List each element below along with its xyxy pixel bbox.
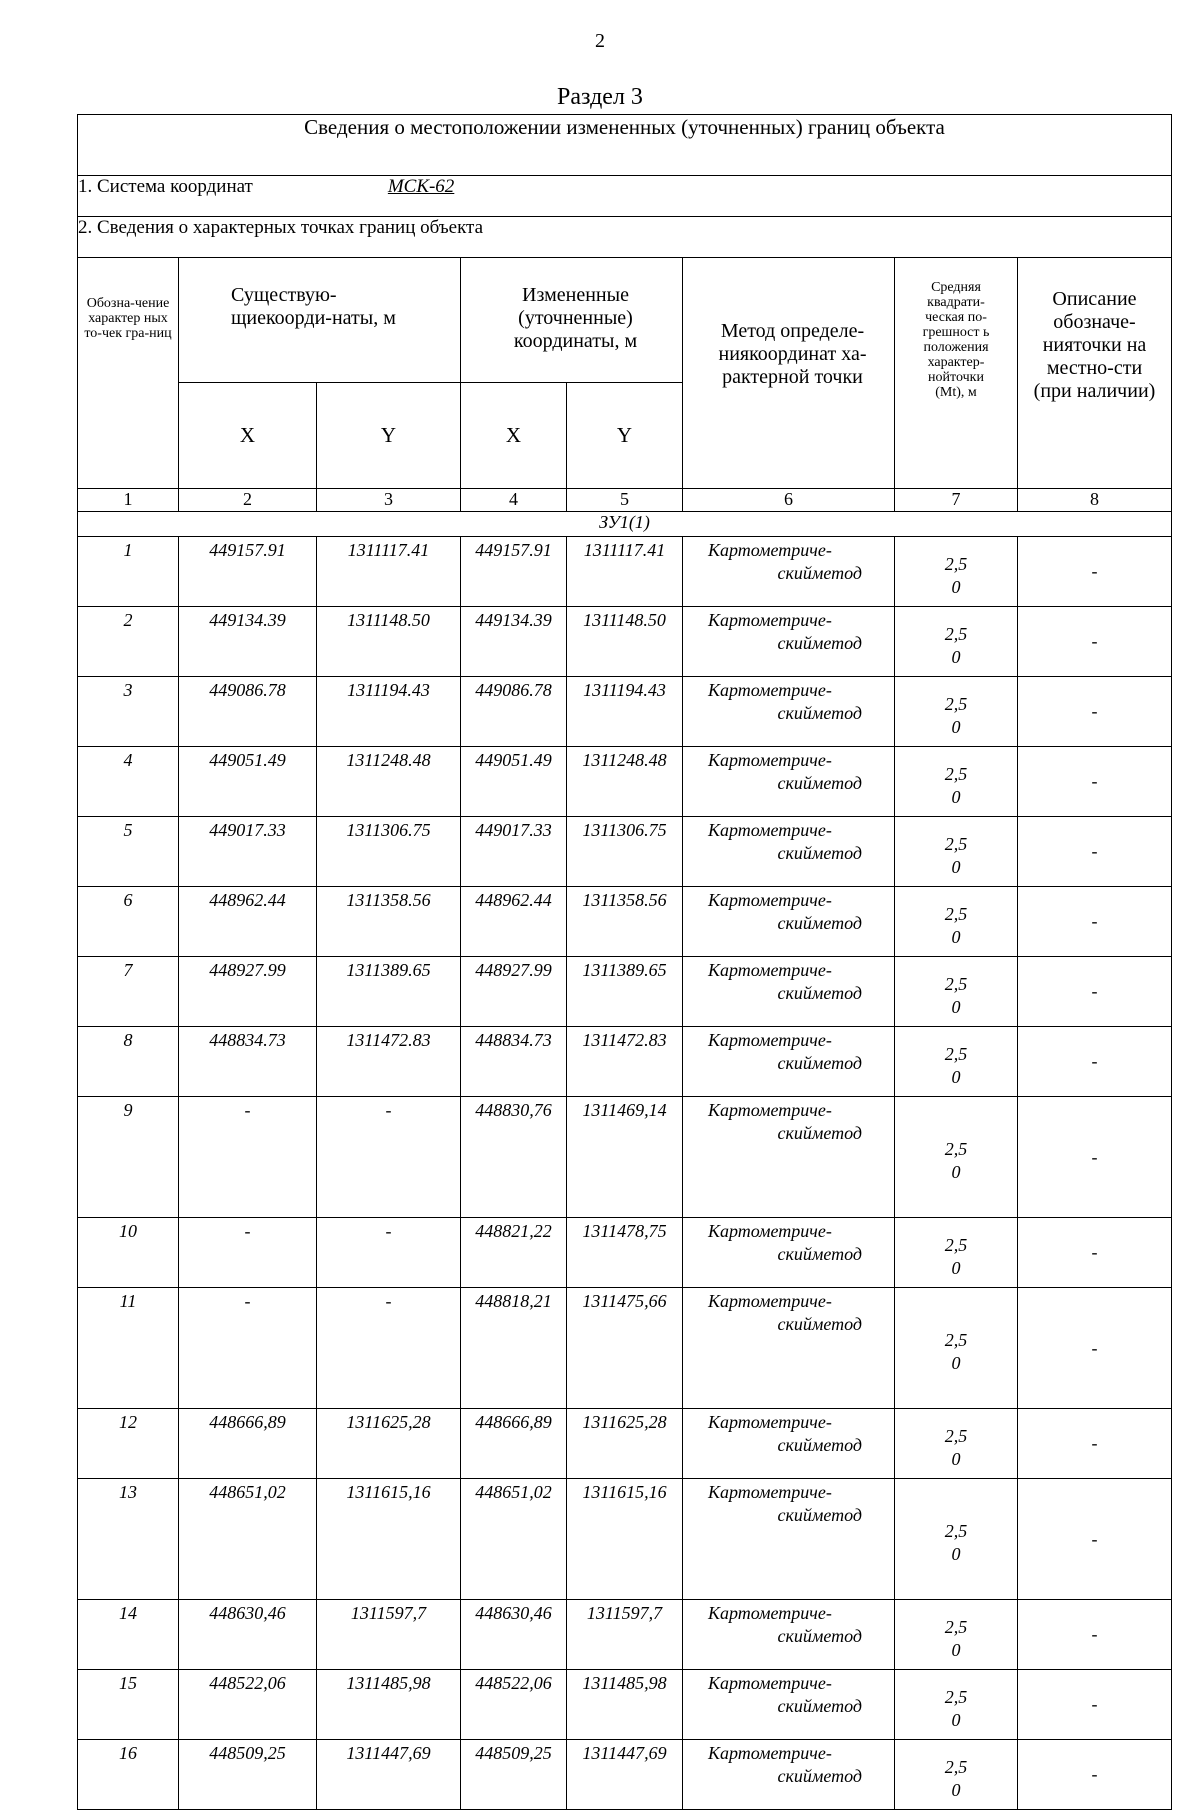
point-number: 10 <box>78 1218 179 1288</box>
error-cell <box>895 1097 1018 1218</box>
existing-x: 448962.44 <box>179 887 317 957</box>
table-row <box>78 607 1172 677</box>
error-line1: 2,5 <box>944 1521 968 1541</box>
method-cell <box>683 1288 895 1409</box>
changed-y: 1311148.50 <box>567 607 683 677</box>
changed-x: 448522,06 <box>461 1670 567 1740</box>
error-cell <box>895 1479 1018 1600</box>
method-line1: Картометриче- <box>708 820 832 840</box>
coord-system-value: МСК-62 <box>387 176 455 197</box>
changed-y: 1311597,7 <box>567 1600 683 1670</box>
existing-y: - <box>317 1097 461 1218</box>
error-line1: 2,5 <box>944 903 968 924</box>
error-line2: 0 <box>951 1353 961 1373</box>
method-line1: Картометриче- <box>708 610 832 630</box>
method-cell <box>683 1218 895 1288</box>
error-line2: 0 <box>951 1448 961 1469</box>
existing-x: 449134.39 <box>179 607 317 677</box>
error-line2: 0 <box>951 1066 961 1087</box>
changed-x: 448830,76 <box>461 1097 567 1218</box>
changed-x: 449134.39 <box>461 607 567 677</box>
description: - <box>1018 1670 1172 1740</box>
existing-x: - <box>179 1218 317 1288</box>
col-header-changed-y: Y <box>567 383 683 489</box>
method-line2: скийметод <box>777 1696 862 1716</box>
error-line2: 0 <box>951 1162 961 1182</box>
point-number: 1 <box>78 537 179 607</box>
existing-y: 1311148.50 <box>317 607 461 677</box>
method-cell <box>683 537 895 607</box>
error-cell <box>895 1218 1018 1288</box>
method-line2: скийметод <box>777 703 862 723</box>
method-line2: скийметод <box>777 913 862 933</box>
table-row <box>78 1740 1172 1810</box>
error-line1: 2,5 <box>944 1043 968 1064</box>
method-line2: скийметод <box>777 1505 862 1525</box>
existing-x: 448509,25 <box>179 1740 317 1810</box>
error-cell <box>895 1409 1018 1479</box>
error-line1: 2,5 <box>944 1139 968 1159</box>
method-line2: скийметод <box>777 1244 862 1264</box>
existing-y: - <box>317 1288 461 1409</box>
existing-x: 448666,89 <box>179 1409 317 1479</box>
point-number: 11 <box>78 1288 179 1409</box>
changed-y: 1311194.43 <box>567 677 683 747</box>
method-cell <box>683 677 895 747</box>
point-number: 5 <box>78 817 179 887</box>
method-line2: скийметод <box>777 1626 862 1646</box>
description: - <box>1018 677 1172 747</box>
method-cell <box>683 1097 895 1218</box>
existing-y: 1311306.75 <box>317 817 461 887</box>
method-line2: скийметод <box>777 773 862 793</box>
table-row <box>78 1670 1172 1740</box>
existing-x: - <box>179 1097 317 1218</box>
table-row <box>78 1479 1172 1600</box>
changed-x: 448666,89 <box>461 1409 567 1479</box>
error-line2: 0 <box>951 1639 961 1660</box>
table-row <box>78 747 1172 817</box>
error-line2: 0 <box>951 716 961 737</box>
column-number: 1 <box>78 489 179 512</box>
existing-y: 1311472.83 <box>317 1027 461 1097</box>
description: - <box>1018 957 1172 1027</box>
error-line1: 2,5 <box>944 553 968 574</box>
point-number: 13 <box>78 1479 179 1600</box>
description: - <box>1018 1027 1172 1097</box>
error-line1: 2,5 <box>944 1686 968 1707</box>
changed-x: 449017.33 <box>461 817 567 887</box>
error-cell <box>895 1027 1018 1097</box>
point-number: 15 <box>78 1670 179 1740</box>
existing-y: 1311358.56 <box>317 887 461 957</box>
column-number: 5 <box>567 489 683 512</box>
description: - <box>1018 817 1172 887</box>
existing-x: 449086.78 <box>179 677 317 747</box>
changed-y: 1311475,66 <box>567 1288 683 1409</box>
method-line1: Картометриче- <box>708 960 832 980</box>
method-cell <box>683 887 895 957</box>
error-line1: 2,5 <box>944 763 968 784</box>
table-body <box>78 115 1172 1810</box>
method-cell <box>683 1409 895 1479</box>
method-line1: Картометриче- <box>708 750 832 770</box>
method-line2: скийметод <box>777 633 862 653</box>
col-header-existing-x: X <box>179 383 317 489</box>
method-cell <box>683 747 895 817</box>
existing-x: 448630,46 <box>179 1600 317 1670</box>
error-cell <box>895 1740 1018 1810</box>
existing-y: 1311389.65 <box>317 957 461 1027</box>
coord-system-label: 1. Система координат <box>78 176 253 197</box>
changed-y: 1311478,75 <box>567 1218 683 1288</box>
table-row <box>78 1288 1172 1409</box>
error-line1: 2,5 <box>944 623 968 644</box>
table-row <box>78 1600 1172 1670</box>
changed-x: 449086.78 <box>461 677 567 747</box>
existing-y: 1311615,16 <box>317 1479 461 1600</box>
column-number: 3 <box>317 489 461 512</box>
point-number: 16 <box>78 1740 179 1810</box>
coord-system-row <box>78 176 1172 217</box>
existing-y: 1311625,28 <box>317 1409 461 1479</box>
error-line2: 0 <box>951 1257 961 1278</box>
error-line1: 2,5 <box>944 1756 968 1777</box>
method-line2: скийметод <box>777 1766 862 1786</box>
changed-y: 1311469,14 <box>567 1097 683 1218</box>
error-line2: 0 <box>951 996 961 1017</box>
changed-y: 1311389.65 <box>567 957 683 1027</box>
existing-y: 1311248.48 <box>317 747 461 817</box>
error-line1: 2,5 <box>944 973 968 994</box>
point-number: 2 <box>78 607 179 677</box>
existing-y: - <box>317 1218 461 1288</box>
col-header-method: Метод определе-ниякоординат ха-рактерной точки <box>683 258 895 489</box>
method-cell <box>683 1670 895 1740</box>
description: - <box>1018 607 1172 677</box>
table-row <box>78 1218 1172 1288</box>
error-cell <box>895 817 1018 887</box>
method-line2: скийметод <box>777 1314 862 1334</box>
point-number: 3 <box>78 677 179 747</box>
changed-y: 1311248.48 <box>567 747 683 817</box>
changed-x: 448509,25 <box>461 1740 567 1810</box>
description: - <box>1018 537 1172 607</box>
error-line2: 0 <box>951 646 961 667</box>
changed-y: 1311615,16 <box>567 1479 683 1600</box>
error-line1: 2,5 <box>944 1234 968 1255</box>
description: - <box>1018 1479 1172 1600</box>
error-line1: 2,5 <box>944 833 968 854</box>
col-header-existing-y: Y <box>317 383 461 489</box>
method-cell <box>683 817 895 887</box>
point-number: 9 <box>78 1097 179 1218</box>
existing-y: 1311117.41 <box>317 537 461 607</box>
point-number: 8 <box>78 1027 179 1097</box>
table-row <box>78 817 1172 887</box>
point-number: 12 <box>78 1409 179 1479</box>
description: - <box>1018 1288 1172 1409</box>
point-number: 7 <box>78 957 179 1027</box>
method-line1: Картометриче- <box>708 1291 832 1311</box>
method-line1: Картометриче- <box>708 1482 832 1502</box>
table-row <box>78 1097 1172 1218</box>
method-line1: Картометриче- <box>708 1412 832 1432</box>
error-cell <box>895 887 1018 957</box>
error-cell <box>895 1600 1018 1670</box>
existing-x: 448651,02 <box>179 1479 317 1600</box>
existing-x: 449051.49 <box>179 747 317 817</box>
col-header-error: Средняя квадрати-ческая по-грешност ь положения характер-нойточки (Mt), м <box>895 258 1018 489</box>
method-cell <box>683 957 895 1027</box>
method-line1: Картометриче- <box>708 890 832 910</box>
error-cell <box>895 537 1018 607</box>
column-number: 8 <box>1018 489 1172 512</box>
point-number: 4 <box>78 747 179 817</box>
section-title: Раздел 3 <box>557 84 643 110</box>
changed-y: 1311625,28 <box>567 1409 683 1479</box>
point-number: 14 <box>78 1600 179 1670</box>
method-cell <box>683 607 895 677</box>
description: - <box>1018 1740 1172 1810</box>
error-line2: 0 <box>951 856 961 877</box>
changed-x: 448962.44 <box>461 887 567 957</box>
method-cell <box>683 1740 895 1810</box>
existing-x: 448927.99 <box>179 957 317 1027</box>
error-cell <box>895 607 1018 677</box>
col-header-changed-x: X <box>461 383 567 489</box>
column-number: 4 <box>461 489 567 512</box>
existing-y: 1311485,98 <box>317 1670 461 1740</box>
error-line2: 0 <box>951 1544 961 1564</box>
method-cell <box>683 1600 895 1670</box>
error-line1: 2,5 <box>944 1425 968 1446</box>
existing-x: 449017.33 <box>179 817 317 887</box>
method-line2: скийметод <box>777 843 862 863</box>
method-line1: Картометриче- <box>708 680 832 700</box>
page-number: 2 <box>595 30 605 52</box>
changed-y: 1311485,98 <box>567 1670 683 1740</box>
parcel-label: ЗУ1(1) <box>78 512 1172 537</box>
existing-x: 448834.73 <box>179 1027 317 1097</box>
table-row <box>78 1027 1172 1097</box>
changed-x: 448818,21 <box>461 1288 567 1409</box>
method-line2: скийметод <box>777 1053 862 1073</box>
error-line2: 0 <box>951 786 961 807</box>
table-row <box>78 957 1172 1027</box>
changed-x: 448630,46 <box>461 1600 567 1670</box>
description: - <box>1018 1097 1172 1218</box>
changed-y: 1311472.83 <box>567 1027 683 1097</box>
changed-y: 1311358.56 <box>567 887 683 957</box>
changed-x: 448834.73 <box>461 1027 567 1097</box>
error-line2: 0 <box>951 576 961 597</box>
method-line2: скийметод <box>777 563 862 583</box>
error-line2: 0 <box>951 926 961 947</box>
changed-x: 449157.91 <box>461 537 567 607</box>
description: - <box>1018 887 1172 957</box>
existing-x: 448522,06 <box>179 1670 317 1740</box>
method-line1: Картометриче- <box>708 1743 832 1763</box>
description: - <box>1018 1409 1172 1479</box>
existing-y: 1311194.43 <box>317 677 461 747</box>
existing-y: 1311447,69 <box>317 1740 461 1810</box>
existing-x: - <box>179 1288 317 1409</box>
column-number: 7 <box>895 489 1018 512</box>
method-cell <box>683 1479 895 1600</box>
coordinates-table <box>77 114 1172 1810</box>
method-line2: скийметод <box>777 983 862 1003</box>
changed-x: 448821,22 <box>461 1218 567 1288</box>
method-line1: Картометриче- <box>708 1030 832 1050</box>
method-cell <box>683 1027 895 1097</box>
changed-x: 448651,02 <box>461 1479 567 1600</box>
description: - <box>1018 747 1172 817</box>
error-cell <box>895 1670 1018 1740</box>
points-heading: 2. Сведения о характерных точках границ объекта <box>78 217 1172 258</box>
column-number: 2 <box>179 489 317 512</box>
description: - <box>1018 1600 1172 1670</box>
error-cell <box>895 1288 1018 1409</box>
error-cell <box>895 747 1018 817</box>
description: - <box>1018 1218 1172 1288</box>
error-line1: 2,5 <box>944 1616 968 1637</box>
method-line1: Картометриче- <box>708 1603 832 1623</box>
method-line2: скийметод <box>777 1435 862 1455</box>
error-cell <box>895 677 1018 747</box>
table-row <box>78 677 1172 747</box>
changed-y: 1311447,69 <box>567 1740 683 1810</box>
table-title: Сведения о местоположении измененных (уточненных) границ объекта <box>78 115 1172 176</box>
error-line1: 2,5 <box>944 693 968 714</box>
table-row <box>78 537 1172 607</box>
method-line1: Картометриче- <box>708 1673 832 1693</box>
error-cell <box>895 957 1018 1027</box>
column-number: 6 <box>683 489 895 512</box>
table-row <box>78 887 1172 957</box>
col-header-existing: Существую-щиекоорди-наты, м <box>179 258 461 383</box>
changed-x: 448927.99 <box>461 957 567 1027</box>
existing-x: 449157.91 <box>179 537 317 607</box>
column-numbers-row <box>78 489 1172 512</box>
changed-y: 1311306.75 <box>567 817 683 887</box>
col-header-point: Обозна-чение характер ных то-чек гра-ниц <box>78 258 179 489</box>
error-line1: 2,5 <box>944 1330 968 1350</box>
method-line1: Картометриче- <box>708 540 832 560</box>
method-line1: Картометриче- <box>708 1100 832 1120</box>
table-row <box>78 1409 1172 1479</box>
method-line1: Картометриче- <box>708 1221 832 1241</box>
error-line2: 0 <box>951 1779 961 1800</box>
col-header-changed: Измененные (уточненные) координаты, м <box>461 258 683 383</box>
method-line2: скийметод <box>777 1123 862 1143</box>
changed-x: 449051.49 <box>461 747 567 817</box>
point-number: 6 <box>78 887 179 957</box>
col-header-description: Описание обозначе-нияточки на местно-сти (при наличии) <box>1018 258 1172 489</box>
existing-y: 1311597,7 <box>317 1600 461 1670</box>
error-line2: 0 <box>951 1709 961 1730</box>
changed-y: 1311117.41 <box>567 537 683 607</box>
